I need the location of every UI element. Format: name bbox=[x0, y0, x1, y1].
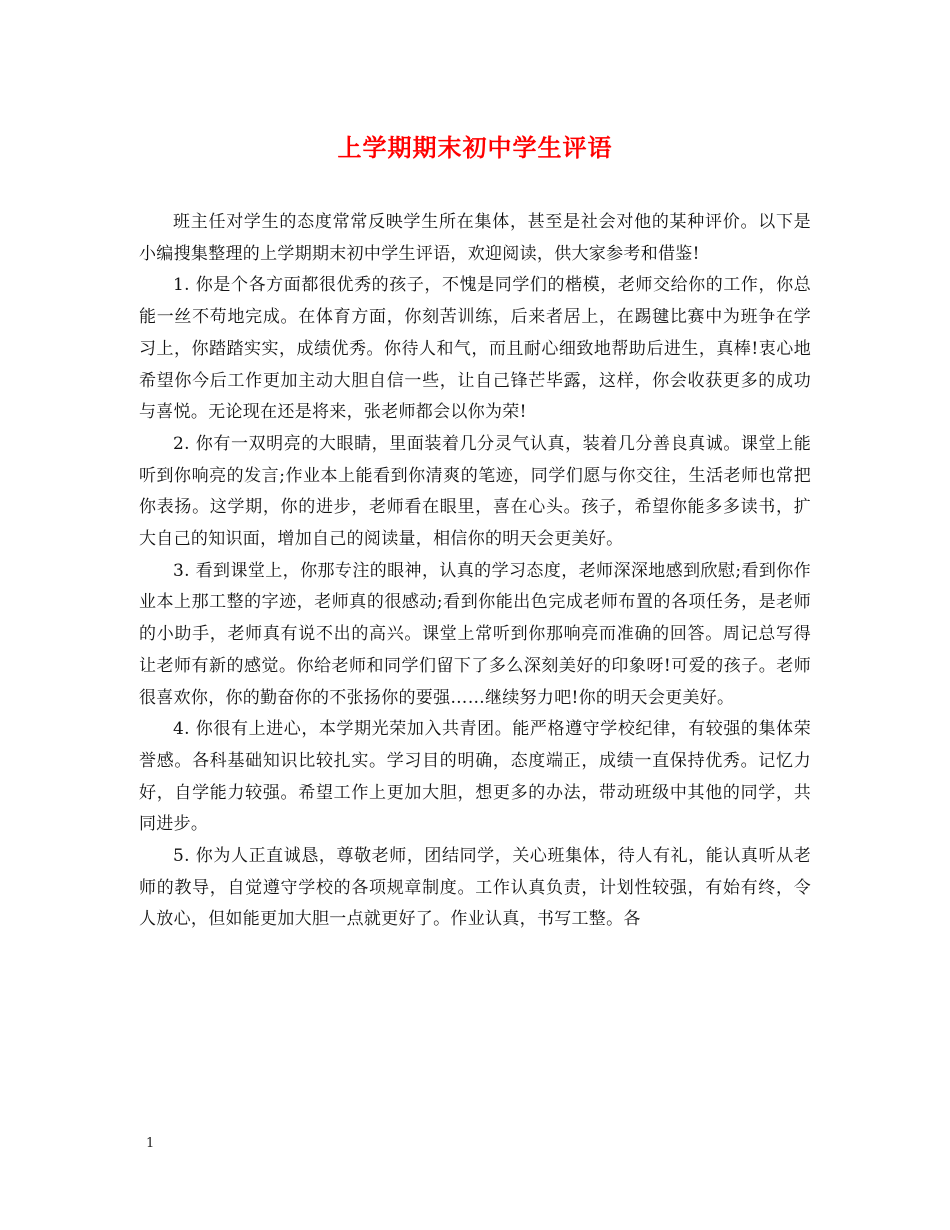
document-body bbox=[139, 207, 811, 936]
comment-paragraph-4: 4. 你很有上进心，本学期光荣加入共青团。能严格遵守学校纪律，有较强的集体荣誉感。各科基础知识比较扎实。学习目的明确，态度端正，成绩一直保持优秀。记忆力好，自学能力较强。希望工作上更加大胆，想更多的办法，带动班级中其他的同学，共同进步。 bbox=[139, 719, 811, 835]
document-title: 上学期期末初中学生评语 bbox=[337, 133, 613, 162]
comment-paragraph-1: 1. 你是个各方面都很优秀的孩子，不愧是同学们的楷模，老师交给你的工作，你总能一丝不苟地完成。在体育方面，你刻苦训练，后来者居上，在踢毽比赛中为班争在学习上，你踏踏实实，成绩优秀。你待人和气，而且耐心细致地帮助后进生，真棒!衷心地希望你今后工作更加主动大胆自信一些，让自己锋芒毕露，这样，你会收获更多的成功与喜悦。无论现在还是将来，张老师都会以你为荣! bbox=[139, 275, 811, 423]
page-number: 1 bbox=[146, 1136, 155, 1151]
comment-paragraph-3: 3. 看到课堂上，你那专注的眼神，认真的学习态度，老师深深地感到欣慰;看到你作业本上那工整的字迹，老师真的很感动;看到你能出色完成老师布置的各项任务，是老师的小助手，老师真有说不出的高兴。课堂上常听到你那响亮而准确的回答。周记总写得让老师有新的感觉。你给老师和同学们留下了多么深刻美好的印象呀!可爱的孩子。老师很喜欢你，你的勤奋你的不张扬你的要强……继续努力吧!你的明天会更美好。 bbox=[139, 560, 811, 708]
comment-paragraph-5: 5. 你为人正直诚恳，尊敬老师，团结同学，关心班集体，待人有礼，能认真听从老师的教导，自觉遵守学校的各项规章制度。工作认真负责，计划性较强，有始有终，令人放心，但如能更加大胆一点就更好了。作业认真，书写工整。各 bbox=[139, 846, 811, 930]
comment-paragraph-2: 2. 你有一双明亮的大眼睛，里面装着几分灵气认真，装着几分善良真诚。课堂上能听到你响亮的发言;作业本上能看到你清爽的笔迹，同学们愿与你交往，生活老师也常把你表扬。这学期，你的进步，老师看在眼里，喜在心头。孩子，希望你能多多读书，扩大自己的知识面，增加自己的阅读量，相信你的明天会更美好。 bbox=[139, 433, 811, 550]
intro-paragraph: 班主任对学生的态度常常反映学生所在集体，甚至是社会对他的某种评价。以下是小编搜集整理的上学期期末初中学生评语，欢迎阅读，供大家参考和借鉴! bbox=[139, 212, 811, 264]
